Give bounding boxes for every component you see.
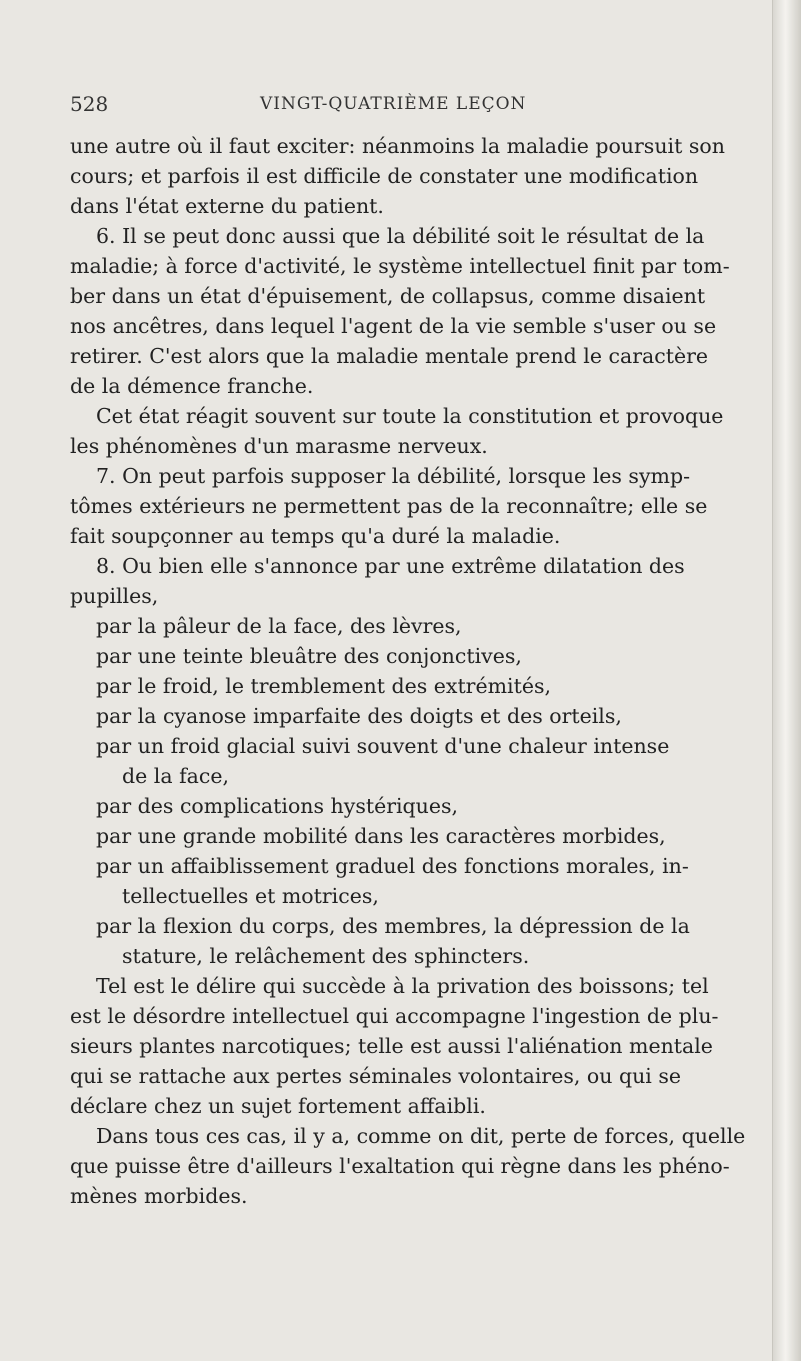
page-number: 528 <box>70 92 109 116</box>
body-text <box>70 131 750 1211</box>
list-item: par la flexion du corps, des membres, la dépression de la <box>96 914 690 938</box>
list-item: par la cyanose imparfaite des doigts et des orteils, <box>96 704 622 728</box>
text-line: est le désordre intellectuel qui accompagne l'ingestion de plu- <box>70 1004 719 1028</box>
text-line: 6. Il se peut donc aussi que la débilité soit le résultat de la <box>96 224 705 248</box>
list-item-continuation: de la face, <box>122 764 230 788</box>
text-line: ber dans un état d'épuisement, de collapsus, comme disaient <box>70 284 706 308</box>
list-item: par un affaiblissement graduel des fonctions morales, in- <box>96 854 689 878</box>
list-item: par un froid glacial suivi souvent d'une chaleur intense <box>96 734 670 758</box>
text-line: de la démence franche. <box>70 374 314 398</box>
text-line: mènes morbides. <box>70 1184 248 1208</box>
text-line: déclare chez un sujet fortement affaibli. <box>70 1094 486 1118</box>
text-line: fait soupçonner au temps qu'a duré la maladie. <box>70 524 561 548</box>
running-head: VINGT-QUATRIÈME LEÇON <box>260 94 527 114</box>
text-line: 7. On peut parfois supposer la débilité, lorsque les symp- <box>96 464 691 488</box>
text-line: dans l'état externe du patient. <box>70 194 384 218</box>
text-line: pupilles, <box>70 584 159 608</box>
text-line: cours; et parfois il est difficile de constater une modification <box>70 164 699 188</box>
list-item: par une teinte bleuâtre des conjonctives, <box>96 644 522 668</box>
page-edge <box>772 0 801 1361</box>
text-line: tômes extérieurs ne permettent pas de la reconnaître; elle se <box>70 494 708 518</box>
text-line: que puisse être d'ailleurs l'exaltation qui règne dans les phéno- <box>70 1154 730 1178</box>
text-line: retirer. C'est alors que la maladie mentale prend le caractère <box>70 344 709 368</box>
list-item-continuation: stature, le relâchement des sphincters. <box>122 944 530 968</box>
text-line: Cet état réagit souvent sur toute la constitution et provoque <box>96 404 724 428</box>
text-line: une autre où il faut exciter: néanmoins la maladie poursuit son <box>70 134 725 158</box>
list-item: par la pâleur de la face, des lèvres, <box>96 614 462 638</box>
text-line: nos ancêtres, dans lequel l'agent de la vie semble s'user ou se <box>70 314 717 338</box>
text-line: qui se rattache aux pertes séminales volontaires, ou qui se <box>70 1064 682 1088</box>
page-header <box>70 92 730 122</box>
text-line: maladie; à force d'activité, le système intellectuel finit par tom- <box>70 254 730 278</box>
list-item-continuation: tellectuelles et motrices, <box>122 884 379 908</box>
text-line: les phénomènes d'un marasme nerveux. <box>70 434 488 458</box>
list-item: par des complications hystériques, <box>96 794 459 818</box>
list-item: par le froid, le tremblement des extrémités, <box>96 674 552 698</box>
text-line: Tel est le délire qui succède à la privation des boissons; tel <box>96 974 709 998</box>
text-line: sieurs plantes narcotiques; telle est aussi l'aliénation mentale <box>70 1034 713 1058</box>
list-item: par une grande mobilité dans les caractères morbides, <box>96 824 666 848</box>
text-line: 8. Ou bien elle s'annonce par une extrême dilatation des <box>96 554 685 578</box>
text-line: Dans tous ces cas, il y a, comme on dit, perte de forces, quelle <box>96 1124 746 1148</box>
